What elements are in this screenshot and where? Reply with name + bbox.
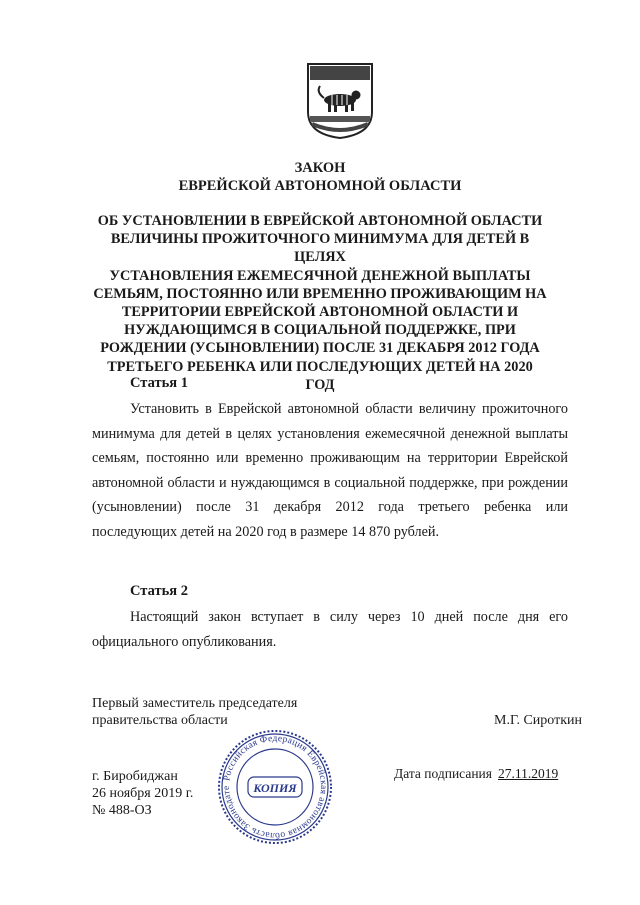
article-2-text: Настоящий закон вступает в силу через 10 дней после дня его официального опубликования.	[92, 609, 568, 650]
signatory-position-line: правительства области	[92, 713, 228, 728]
signing-date-label: Дата подписания	[394, 766, 492, 781]
signatory-position-line: Первый заместитель председателя	[92, 696, 298, 711]
stamp-center-text: КОПИЯ	[253, 781, 297, 795]
law-title-line: РОЖДЕНИИ (УСЫНОВЛЕНИИ) ПОСЛЕ 31 ДЕКАБРЯ 2012 ГОДА	[100, 340, 540, 357]
region-heading: ЕВРЕЙСКОЙ АВТОНОМНОЙ ОБЛАСТИ	[178, 178, 462, 194]
law-title-line: УСТАНОВЛЕНИЯ ЕЖЕМЕСЯЧНОЙ ДЕНЕЖНОЙ ВЫПЛАТЫ	[109, 267, 531, 284]
law-title-line: СЕМЬЯМ, ПОСТОЯННО ИЛИ ВРЕМЕННО ПРОЖИВАЮЩИМ НА	[93, 285, 547, 302]
law-title-line: ТРЕТЬЕГО РЕБЕНКА ИЛИ ПОСЛЕДУЮЩИХ ДЕТЕЙ НА 2020 ГОД	[107, 358, 533, 393]
official-stamp	[216, 728, 334, 846]
law-title	[92, 212, 548, 394]
stamp-ring-text: Российская Федерация Еврейская автономная область Законодате	[221, 733, 329, 841]
signing-date-value: 27.11.2019	[498, 766, 559, 781]
issue-details	[92, 768, 193, 819]
law-title-line: ВЕЛИЧИНЫ ПРОЖИТОЧНОГО МИНИМУМА ДЛЯ ДЕТЕЙ В ЦЕЛЯХ	[110, 231, 530, 266]
law-title-line: НУЖДАЮЩИМСЯ В СОЦИАЛЬНОЙ ПОДДЕРЖКЕ, ПРИ	[124, 322, 516, 339]
law-number: № 488-ОЗ	[92, 803, 152, 818]
law-title-line: ОБ УСТАНОВЛЕНИИ В ЕВРЕЙСКОЙ АВТОНОМНОЙ ОБЛАСТИ	[97, 213, 543, 229]
law-heading: ЗАКОН	[294, 160, 346, 176]
article-1-text: Установить в Еврейской автономной области величину прожиточного минимума для детей в целях установления ежемесячной денежной выплаты семьям, постоянно или временно проживающим на территории Еврейской автономной области и нуждающимся в социальной поддержке, при рождении (усыновлении) после 31 декабря 2012 года третьего ребенка или последующих детей на 2020 год в размере 14 870 рублей.	[92, 401, 568, 540]
issue-city: г. Биробиджан	[92, 769, 178, 784]
article-2-heading: Статья 2	[130, 583, 188, 599]
signatory-name: М.Г. Сироткин	[494, 713, 583, 728]
article-1-heading: Статья 1	[130, 375, 188, 391]
issue-date: 26 ноября 2019 г.	[92, 786, 194, 801]
coat-of-arms-icon	[304, 60, 376, 140]
signing-date-line	[394, 766, 558, 782]
law-title-line: ТЕРРИТОРИИ ЕВРЕЙСКОЙ АВТОНОМНОЙ ОБЛАСТИ И	[121, 304, 519, 321]
signatory-position	[92, 695, 297, 729]
